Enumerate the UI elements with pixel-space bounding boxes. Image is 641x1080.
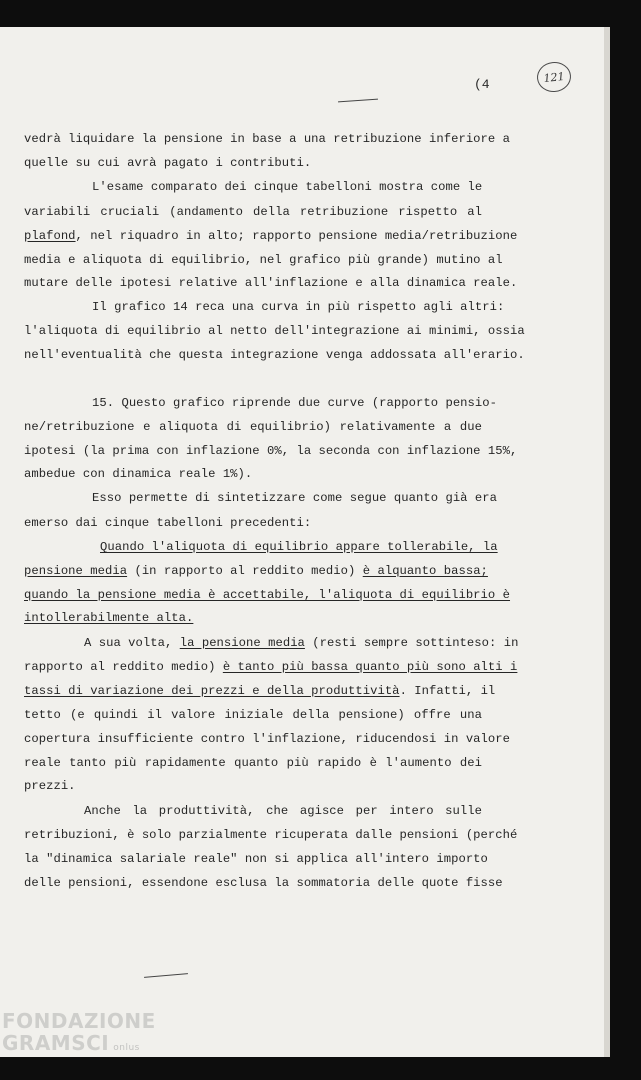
- text-line: mutare delle ipotesi relative all'inflazione e alla dinamica reale.: [24, 276, 518, 290]
- text-line: L'esame comparato dei cinque tabelloni mostra come le: [92, 180, 483, 194]
- text-line: media e aliquota di equilibrio, nel grafico più grande) mutino al: [24, 253, 503, 267]
- underlined-text: è alquanto bassa;: [362, 564, 488, 578]
- underlined-text: tassi di variazione dei prezzi e della produttività: [24, 684, 400, 698]
- underlined-text: plafond: [24, 229, 76, 243]
- watermark-onlus: onlus: [113, 1043, 140, 1053]
- watermark-line: FONDAZIONE: [2, 1009, 156, 1033]
- text-line: [24, 229, 517, 243]
- archive-stamp: 121: [536, 60, 573, 93]
- underlined-text: la pensione media: [179, 636, 305, 650]
- text-line: la "dinamica salariale reale" non si applica all'intero importo: [24, 852, 488, 866]
- text-line: [24, 564, 488, 578]
- text-line: retribuzioni, è solo parzialmente ricuperata dalle pensioni (perché: [24, 828, 518, 842]
- text-line: quelle su cui avrà pagato i contributi.: [24, 156, 312, 170]
- text-line: Il grafico 14 reca una curva in più rispetto agli altri:: [92, 300, 505, 314]
- text-line: delle pensioni, essendone esclusa la sommatoria delle quote fisse: [24, 876, 503, 890]
- text-line: emerso dai cinque tabelloni precedenti:: [24, 516, 312, 530]
- text-span: (in rapporto al reddito medio): [127, 564, 363, 578]
- text-span: , nel riquadro in alto; rapporto pensione media/retribuzione: [75, 229, 518, 243]
- text-line: [84, 636, 518, 650]
- archive-watermark: [2, 1010, 162, 1059]
- text-span: (resti sempre sottinteso: in: [304, 636, 519, 650]
- text-line: [24, 684, 495, 698]
- text-line: ambedue con dinamica reale 1%).: [24, 467, 253, 481]
- text-line: Esso permette di sintetizzare come segue quanto già era: [92, 491, 498, 505]
- page-edge: [604, 27, 610, 1057]
- text-span: rapporto al reddito medio): [24, 660, 223, 674]
- text-span: A sua volta,: [84, 636, 180, 650]
- text-line: 15. Questo grafico riprende due curve (rapporto pensio-: [92, 396, 498, 410]
- text-line: vedrà liquidare la pensione in base a una retribuzione inferiore a: [24, 132, 511, 146]
- watermark-line: GRAMSCI onlus: [2, 1031, 140, 1055]
- underlined-text: Quando l'aliquota di equilibrio appare tollerabile, la: [100, 540, 498, 554]
- text-line: ne/retribuzione e aliquota di equilibrio) relativamente a due: [24, 420, 482, 434]
- text-line: [24, 660, 517, 674]
- underlined-text: intollerabilmente alta.: [24, 611, 194, 625]
- underlined-text: è tanto più bassa quanto più sono alti i: [222, 660, 518, 674]
- text-line: nell'eventualità che questa integrazione venga addossata all'erario.: [24, 348, 525, 362]
- underlined-text: quando la pensione media è accettabile, l'aliquota di equilibrio è: [24, 588, 511, 602]
- text-span: . Infatti, il: [399, 684, 496, 698]
- text-line: variabili cruciali (andamento della retribuzione rispetto al: [24, 205, 482, 219]
- underlined-text: pensione media: [24, 564, 128, 578]
- page-number: (4: [474, 77, 490, 92]
- text-line: Anche la produttività, che agisce per intero sulle: [84, 804, 482, 818]
- text-line: copertura insufficiente contro l'inflazione, riducendosi in valore: [24, 732, 511, 746]
- text-line: l'aliquota di equilibrio al netto dell'integrazione ai minimi, ossia: [24, 324, 525, 338]
- text-line: tetto (e quindi il valore iniziale della pensione) offre una: [24, 708, 482, 722]
- text-line: ipotesi (la prima con inflazione 0%, la seconda con inflazione 15%,: [24, 444, 518, 458]
- text-line: prezzi.: [24, 779, 76, 793]
- text-line: reale tanto più rapidamente quanto più rapido è l'aumento dei: [24, 756, 482, 770]
